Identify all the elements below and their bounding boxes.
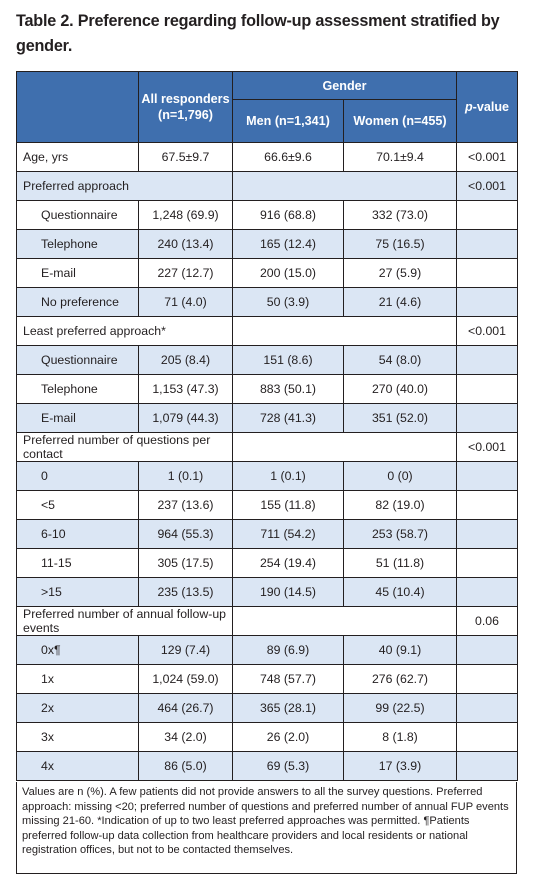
p-value bbox=[457, 549, 518, 578]
all-value: 1 (0.1) bbox=[139, 462, 233, 491]
table-row bbox=[17, 607, 518, 636]
women-value: 70.1±9.4 bbox=[344, 143, 457, 172]
p-value bbox=[457, 636, 518, 665]
women-value: 54 (8.0) bbox=[344, 346, 457, 375]
p-value bbox=[457, 288, 518, 317]
men-value: 728 (41.3) bbox=[233, 404, 344, 433]
p-value bbox=[457, 520, 518, 549]
table-row bbox=[17, 549, 518, 578]
table-row bbox=[17, 665, 518, 694]
men-value: 155 (11.8) bbox=[233, 491, 344, 520]
all-value: 964 (55.3) bbox=[139, 520, 233, 549]
row-label: 4x bbox=[17, 752, 139, 781]
women-value: 82 (19.0) bbox=[344, 491, 457, 520]
men-value: 916 (68.8) bbox=[233, 201, 344, 230]
table-row bbox=[17, 694, 518, 723]
row-label: >15 bbox=[17, 578, 139, 607]
all-value: 86 (5.0) bbox=[139, 752, 233, 781]
table-row bbox=[17, 375, 518, 404]
men-value: 50 (3.9) bbox=[233, 288, 344, 317]
table-row bbox=[17, 491, 518, 520]
p-value bbox=[457, 462, 518, 491]
women-value: 40 (9.1) bbox=[344, 636, 457, 665]
row-label: Telephone bbox=[17, 230, 139, 259]
all-value: 237 (13.6) bbox=[139, 491, 233, 520]
p-value bbox=[457, 259, 518, 288]
p-value bbox=[457, 723, 518, 752]
table-row bbox=[17, 288, 518, 317]
row-label: E-mail bbox=[17, 404, 139, 433]
table-row bbox=[17, 723, 518, 752]
women-value: 351 (52.0) bbox=[344, 404, 457, 433]
p-value: <0.001 bbox=[457, 143, 518, 172]
all-value: 1,153 (47.3) bbox=[139, 375, 233, 404]
men-value: 254 (19.4) bbox=[233, 549, 344, 578]
table-row bbox=[17, 404, 518, 433]
men-value: 151 (8.6) bbox=[233, 346, 344, 375]
p-value bbox=[457, 230, 518, 259]
row-label: 1x bbox=[17, 665, 139, 694]
women-value: 99 (22.5) bbox=[344, 694, 457, 723]
men-value: 1 (0.1) bbox=[233, 462, 344, 491]
table-row bbox=[17, 346, 518, 375]
men-value: 89 (6.9) bbox=[233, 636, 344, 665]
p-value: <0.001 bbox=[457, 317, 518, 346]
p-value: <0.001 bbox=[457, 172, 518, 201]
p-value bbox=[457, 578, 518, 607]
table-row bbox=[17, 752, 518, 781]
women-value: 8 (1.8) bbox=[344, 723, 457, 752]
row-label: Telephone bbox=[17, 375, 139, 404]
p-value bbox=[457, 752, 518, 781]
table-row bbox=[17, 317, 518, 346]
row-label: Questionnaire bbox=[17, 201, 139, 230]
p-value: <0.001 bbox=[457, 433, 518, 462]
row-label: 2x bbox=[17, 694, 139, 723]
table-title: Table 2. Preference regarding follow-up assessment stratified by gender. bbox=[16, 12, 500, 55]
row-label: No preference bbox=[17, 288, 139, 317]
men-value: 165 (12.4) bbox=[233, 230, 344, 259]
p-value bbox=[457, 491, 518, 520]
all-value: 240 (13.4) bbox=[139, 230, 233, 259]
all-value: 34 (2.0) bbox=[139, 723, 233, 752]
all-value: 305 (17.5) bbox=[139, 549, 233, 578]
section-empty-cell bbox=[233, 433, 457, 462]
men-value: 200 (15.0) bbox=[233, 259, 344, 288]
row-label: 6-10 bbox=[17, 520, 139, 549]
row-label: 3x bbox=[17, 723, 139, 752]
men-value: 66.6±9.6 bbox=[233, 143, 344, 172]
row-label: E-mail bbox=[17, 259, 139, 288]
women-value: 51 (11.8) bbox=[344, 549, 457, 578]
row-label: Least preferred approach* bbox=[17, 317, 233, 346]
table-row bbox=[17, 172, 518, 201]
header-gender: Gender bbox=[233, 72, 457, 100]
men-value: 748 (57.7) bbox=[233, 665, 344, 694]
header-pvalue: p-value bbox=[457, 72, 518, 143]
table-row bbox=[17, 201, 518, 230]
women-value: 75 (16.5) bbox=[344, 230, 457, 259]
women-value: 45 (10.4) bbox=[344, 578, 457, 607]
men-value: 711 (54.2) bbox=[233, 520, 344, 549]
row-label: Questionnaire bbox=[17, 346, 139, 375]
men-value: 365 (28.1) bbox=[233, 694, 344, 723]
women-value: 21 (4.6) bbox=[344, 288, 457, 317]
p-value: 0.06 bbox=[457, 607, 518, 636]
all-value: 235 (13.5) bbox=[139, 578, 233, 607]
table-row bbox=[17, 636, 518, 665]
all-value: 129 (7.4) bbox=[139, 636, 233, 665]
women-value: 0 (0) bbox=[344, 462, 457, 491]
table-row bbox=[17, 230, 518, 259]
men-value: 26 (2.0) bbox=[233, 723, 344, 752]
row-label: Age, yrs bbox=[17, 143, 139, 172]
p-value bbox=[457, 201, 518, 230]
women-value: 253 (58.7) bbox=[344, 520, 457, 549]
table-container bbox=[16, 71, 517, 781]
women-value: 276 (62.7) bbox=[344, 665, 457, 694]
table-row bbox=[17, 259, 518, 288]
all-value: 464 (26.7) bbox=[139, 694, 233, 723]
table-row bbox=[17, 143, 518, 172]
row-label: 0x¶ bbox=[17, 636, 139, 665]
header-all-responders: All responders (n=1,796) bbox=[139, 72, 233, 143]
header-men: Men (n=1,341) bbox=[233, 100, 344, 143]
row-label: <5 bbox=[17, 491, 139, 520]
p-value bbox=[457, 665, 518, 694]
table-row bbox=[17, 578, 518, 607]
section-empty-cell bbox=[233, 317, 457, 346]
all-value: 1,024 (59.0) bbox=[139, 665, 233, 694]
section-empty-cell bbox=[233, 172, 457, 201]
table-body bbox=[17, 143, 518, 781]
preference-table bbox=[16, 71, 518, 781]
table-footnote: Values are n (%). A few patients did not provide answers to all the survey questions. Preferred approach: missing <20; preferred number of questions and preferred number of annual FUP events missing 21-60. *Indication of up to two least preferred approaches was permitted. ¶Patients preferred follow-up data collection from healthcare providers and local residents or national registration offices, but not to be contacted themselves. bbox=[16, 782, 517, 874]
p-value bbox=[457, 375, 518, 404]
row-label: Preferred number of annual follow-up events bbox=[17, 607, 233, 636]
header-women: Women (n=455) bbox=[344, 100, 457, 143]
all-value: 227 (12.7) bbox=[139, 259, 233, 288]
row-label: 11-15 bbox=[17, 549, 139, 578]
men-value: 190 (14.5) bbox=[233, 578, 344, 607]
all-value: 1,248 (69.9) bbox=[139, 201, 233, 230]
section-empty-cell bbox=[233, 607, 457, 636]
header-blank-cell bbox=[17, 72, 139, 143]
table-row bbox=[17, 520, 518, 549]
men-value: 883 (50.1) bbox=[233, 375, 344, 404]
row-label: 0 bbox=[17, 462, 139, 491]
row-label: Preferred approach bbox=[17, 172, 233, 201]
men-value: 69 (5.3) bbox=[233, 752, 344, 781]
all-value: 67.5±9.7 bbox=[139, 143, 233, 172]
p-value bbox=[457, 404, 518, 433]
row-label: Preferred number of questions per contact bbox=[17, 433, 233, 462]
women-value: 17 (3.9) bbox=[344, 752, 457, 781]
p-value bbox=[457, 694, 518, 723]
all-value: 1,079 (44.3) bbox=[139, 404, 233, 433]
all-value: 205 (8.4) bbox=[139, 346, 233, 375]
table-row bbox=[17, 433, 518, 462]
all-value: 71 (4.0) bbox=[139, 288, 233, 317]
p-value bbox=[457, 346, 518, 375]
table-row bbox=[17, 462, 518, 491]
women-value: 270 (40.0) bbox=[344, 375, 457, 404]
women-value: 27 (5.9) bbox=[344, 259, 457, 288]
women-value: 332 (73.0) bbox=[344, 201, 457, 230]
